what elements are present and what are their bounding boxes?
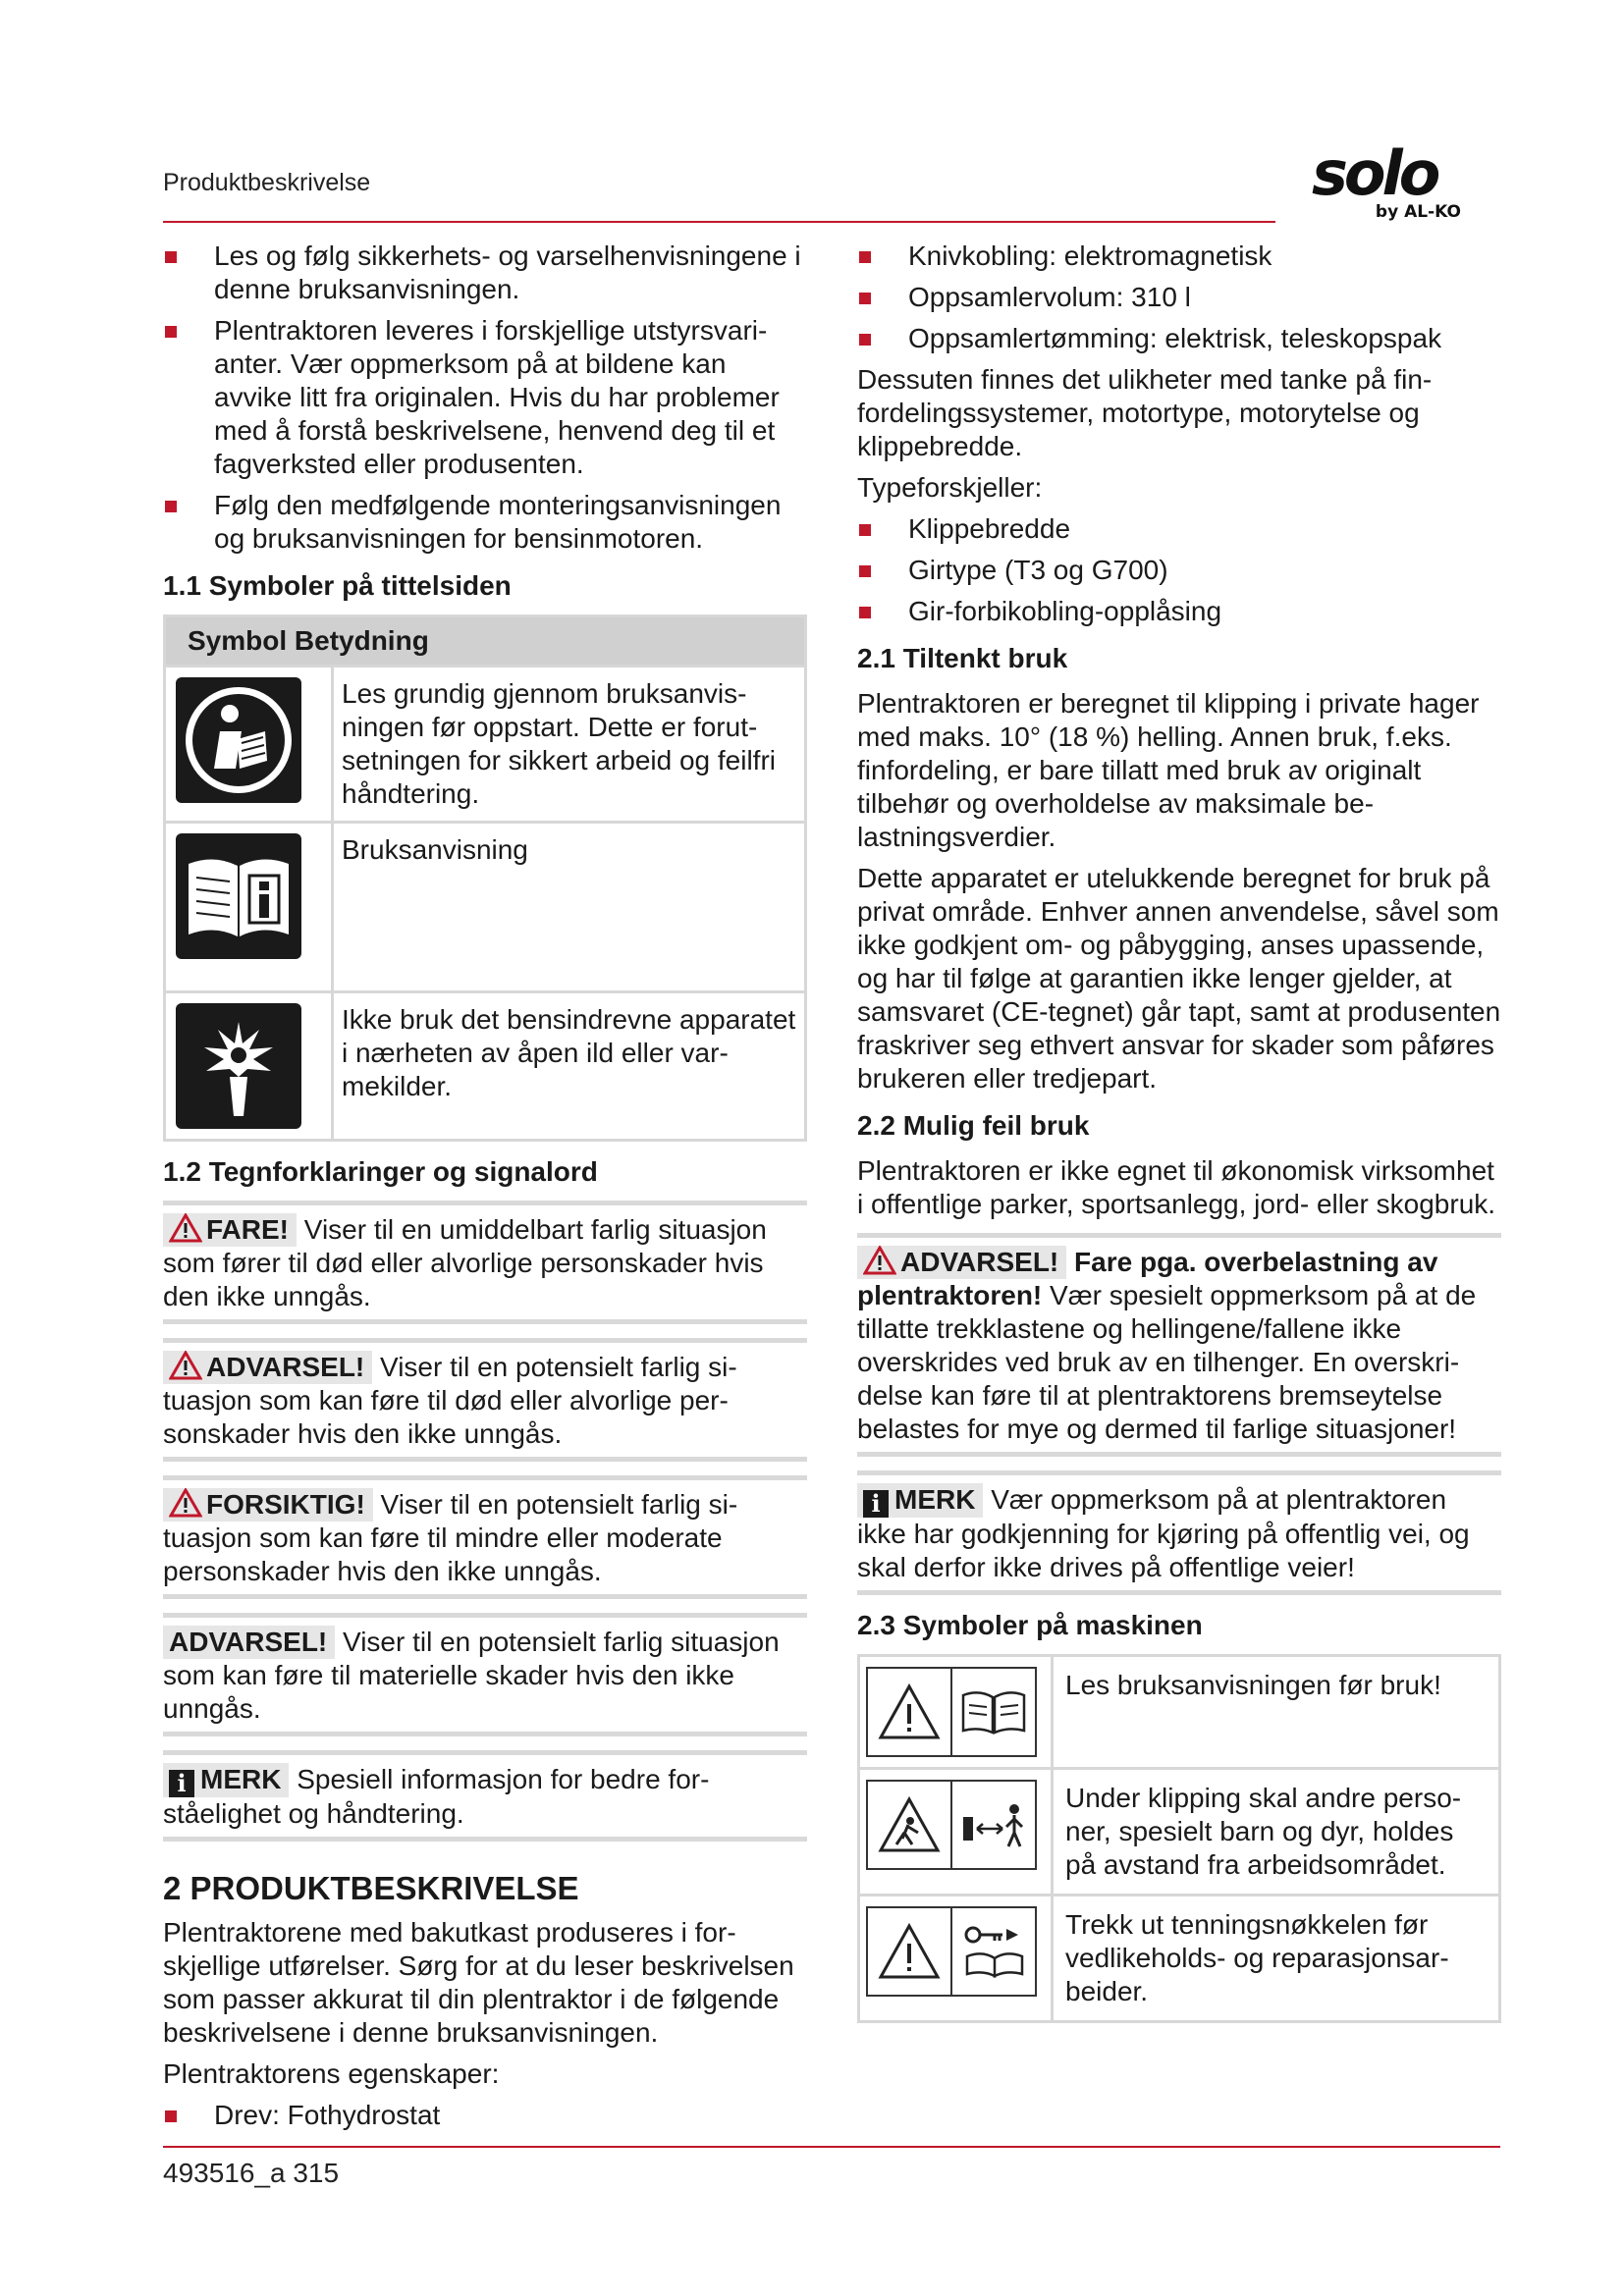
heading-2-1: 2.1 Tiltenkt bruk	[857, 643, 1068, 673]
notice-overload-warning: ADVARSEL! Fare pga. overbelastning av plentraktoren! Vær spesielt oppmerksom på at de tillatte trekklastene og hellingene/fallene ikke overskrides ved bruk av en tilhenger. En overskridelse kan føre til at plentraktorens bremseytelse belastes for mye og dermed til farlige situasjoner!	[857, 1233, 1501, 1457]
symbol-description: Les grundig gjennom bruksanvisningen før oppstart. Dette er forutsetningen for sikkert arbeid og feilfri håndtering.	[333, 667, 806, 823]
machine-symbol-table	[857, 1654, 1501, 2023]
table-row	[859, 1769, 1500, 1896]
warning-remove-key-icon	[866, 1906, 1037, 1997]
header-title: Produktbeskrivelse	[163, 169, 371, 196]
notice-danger: FARE! Viser til en umiddelbart farlig situasjon som fører til død eller alvorlige personskader hvis den ikke unngås.	[163, 1201, 807, 1324]
table-row	[165, 823, 806, 992]
table-row	[859, 1896, 1500, 2022]
warning-triangle-icon	[169, 1213, 202, 1243]
table-row	[165, 667, 806, 823]
warning-triangle-icon	[169, 1488, 202, 1518]
list-item: Oppsamlertømming: elektrisk, teleskopspak	[857, 322, 1501, 355]
footer-doc-number: 493516_a 315	[163, 2158, 340, 2188]
info-icon: i	[169, 1770, 194, 1797]
list-item: Gir-forbikobling-opplåsing	[857, 595, 1501, 628]
list-item: Plentraktoren leveres i forskjellige utstyrsvarianter. Vær oppmerksom på at bildene kan avvike litt fra originalen. Hvis du har problemer med å forstå beskrivelsene, henvend deg til et fagverksted eller produsenten.	[163, 314, 807, 481]
symbol-table-header: Symbol Betydning	[165, 616, 806, 667]
header-rule	[163, 221, 1275, 223]
warning-read-manual-icon	[866, 1667, 1037, 1757]
heading-1-1: 1.1 Symboler på tittelsiden	[163, 570, 512, 601]
paragraph: Plentraktorene med bakutkast produseres i forskjellige utførelser. Sørg for at du leser beskrivelsen som passer akkurat til din plentraktor i de følgende beskrivelsene i denne bruksanvisningen.	[163, 1917, 794, 2048]
table-row	[859, 1656, 1500, 1769]
list-item: Les og følg sikkerhets- og varselhenvisningene i denne bruksanvisningen.	[163, 240, 807, 306]
symbol-description: Bruksanvisning	[333, 823, 806, 992]
symbol-table	[163, 614, 807, 1142]
machine-symbol-description: Trekk ut tenningsnøkkelen før vedlikeholds- og reparasjonsarbeider.	[1053, 1896, 1500, 2022]
notice-road-info: i MERK Vær oppmerksom på at plentraktoren ikke har godkjenning for kjøring på offentlig vei, og skal derfor ikke drives på offentlige veier!	[857, 1470, 1501, 1595]
paragraph: Plentraktorens egenskaper:	[163, 2058, 500, 2089]
machine-symbol-description: Les bruksanvisningen før bruk!	[1053, 1656, 1500, 1769]
table-row	[165, 992, 806, 1141]
no-open-flame-icon	[176, 1003, 301, 1129]
paragraph: Dette apparatet er utelukkende beregnet for bruk på privat område. Enhver annen anvendelse, såvel som ikke godkjent om- og påbygging, anses upassende, og har til følge at garantien ikke lenger gjelder, at samsvaret (CE-tegnet) går tapt, samt at produsenten fraskriver seg ethvert ansvar for skader som påføres brukeren eller tredjepart.	[857, 863, 1501, 1094]
list-item: Klippebredde	[857, 512, 1501, 546]
heading-2-3: 2.3 Symboler på maskinen	[857, 1610, 1203, 1640]
notice-property-damage: ADVARSEL! Viser til en potensielt farlig situasjon som kan føre til materielle skader hvis den ikke unngås.	[163, 1613, 807, 1736]
list-item: Knivkobling: elektromagnetisk	[857, 240, 1501, 273]
heading-1-2: 1.2 Tegnforklaringer og signalord	[163, 1156, 598, 1187]
list-item: Girtype (T3 og G700)	[857, 554, 1501, 587]
manual-info-icon	[176, 833, 301, 959]
notice-info: i MERK Spesiell informasjon for bedre forståelighet og håndtering.	[163, 1750, 807, 1842]
right-column	[857, 240, 1501, 2023]
warning-keep-distance-icon	[866, 1780, 1037, 1870]
symbol-description: Ikke bruk det bensindrevne apparatet i nærheten av åpen ild eller varmekilder.	[333, 992, 806, 1141]
notice-caution: FORSIKTIG! Viser til en potensielt farlig situasjon som kan føre til mindre eller moderate personskader hvis den ikke unngås.	[163, 1475, 807, 1599]
solo-logo: solo by AL-KO	[1312, 137, 1461, 222]
warning-triangle-icon	[863, 1246, 896, 1275]
heading-2: 2 PRODUKTBESKRIVELSE	[163, 1870, 579, 1906]
heading-2-2: 2.2 Mulig feil bruk	[857, 1110, 1090, 1141]
list-item: Drev: Fothydrostat	[163, 2099, 807, 2132]
paragraph: Plentraktoren er beregnet til klipping i private hager med maks. 10° (18 %) helling. Annen bruk, f.eks. finfordeling, er bare tillatt med bruk av originalt tilbehør og overholdelse av maksimale belastningsverdier.	[857, 688, 1480, 852]
paragraph: Typeforskjeller:	[857, 472, 1043, 503]
info-icon: i	[863, 1490, 889, 1518]
paragraph: Plentraktoren er ikke egnet til økonomisk virksomhet i offentlige parker, sportsanlegg, jord- eller skogbruk.	[857, 1155, 1496, 1219]
left-column	[163, 240, 807, 2140]
footer-rule	[163, 2146, 1500, 2148]
paragraph: Dessuten finnes det ulikheter med tanke på finfordelingssystemer, motortype, motorytelse og klippebredde.	[857, 364, 1433, 461]
list-item: Følg den medfølgende monteringsanvisningen og bruksanvisningen for bensinmotoren.	[163, 489, 807, 556]
machine-symbol-description: Under klipping skal andre personer, spesielt barn og dyr, holdes på avstand fra arbeidsområdet.	[1053, 1769, 1500, 1896]
warning-triangle-icon	[169, 1351, 202, 1380]
read-manual-icon	[176, 677, 301, 803]
list-item: Oppsamlervolum: 310 l	[857, 281, 1501, 314]
notice-warning: ADVARSEL! Viser til en potensielt farlig situasjon som kan føre til død eller alvorlige personskader hvis den ikke unngås.	[163, 1338, 807, 1462]
